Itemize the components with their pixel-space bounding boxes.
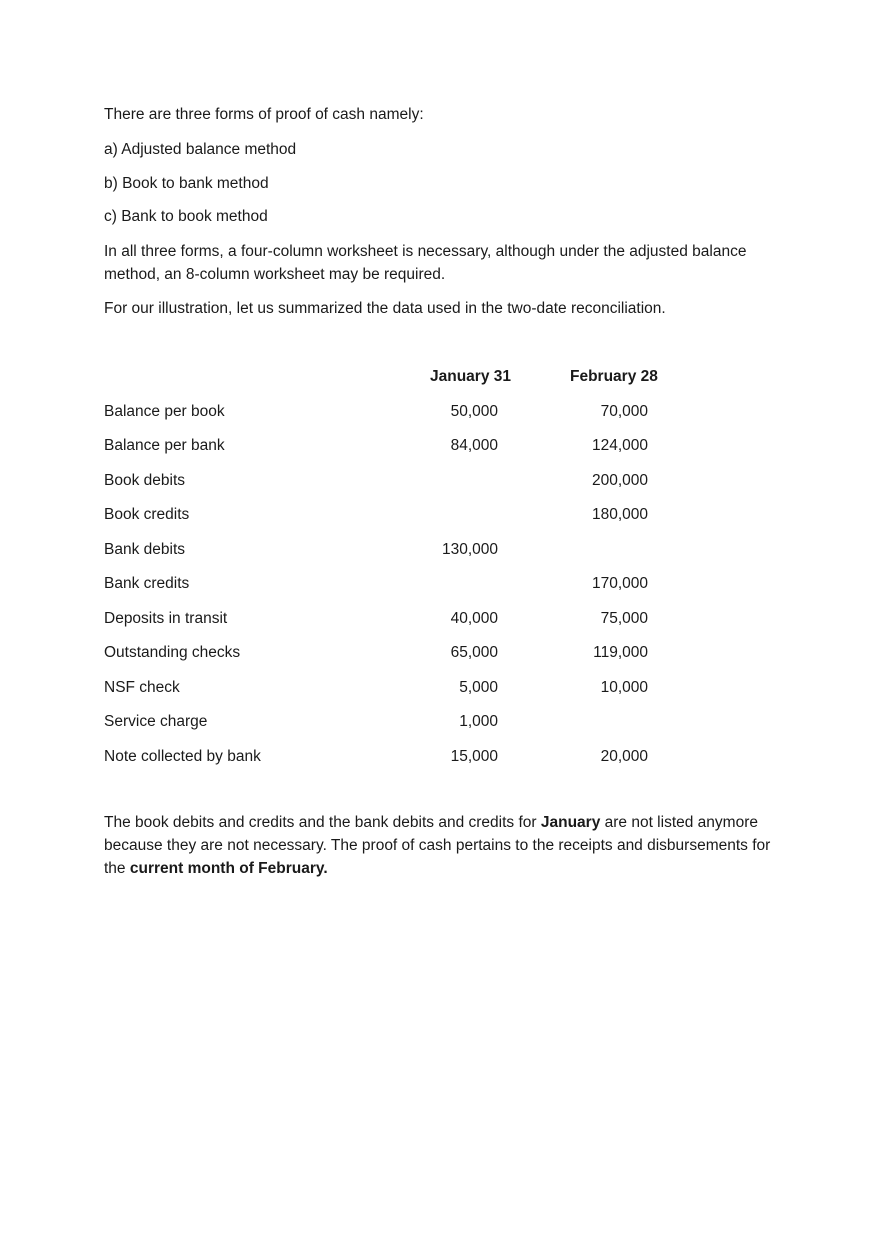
january-value: 5,000 — [459, 678, 498, 696]
method-c: c) Bank to book method — [104, 208, 268, 225]
intro-line: There are three forms of proof of cash namely: — [104, 106, 424, 123]
january-value: 50,000 — [450, 402, 498, 420]
table-header-row — [104, 366, 724, 401]
row-label: Balance per bank — [104, 437, 225, 454]
january-value: 65,000 — [450, 644, 498, 661]
table-row — [104, 642, 724, 677]
table-row — [104, 401, 724, 436]
closing-text-1: The book debits and credits and the bank debits and credits for — [104, 814, 541, 831]
february-value: 119,000 — [593, 644, 648, 661]
row-label: NSF check — [104, 678, 180, 696]
row-label: Note collected by bank — [104, 747, 261, 765]
illustration-note: For our illustration, let us summarized the data used in the two-date reconciliation. — [104, 300, 666, 317]
table-row — [104, 435, 724, 470]
method-b: b) Book to bank method — [104, 175, 269, 192]
table-row — [104, 470, 724, 505]
row-label: Deposits in transit — [104, 609, 228, 627]
reconciliation-table — [104, 366, 724, 780]
closing-text-2: are not listed anymore because they are not necessary. The proof of cash pertains to the receipts and disbursements for the — [104, 814, 771, 877]
row-label: Book credits — [104, 506, 190, 523]
january-value: 1,000 — [459, 713, 498, 730]
column-header-february: February 28 — [570, 368, 658, 385]
closing-bold-january: January — [540, 814, 601, 831]
worksheet-note: In all three forms, a four-column worksheet is necessary, although under the adjusted balance method, an 8-column worksheet may be required. — [104, 243, 747, 283]
table-body — [104, 401, 724, 781]
february-value: 170,000 — [591, 575, 648, 592]
january-value: 84,000 — [450, 437, 498, 454]
january-value: 130,000 — [441, 540, 498, 558]
february-value: 180,000 — [591, 506, 648, 523]
closing-bold-february: current month of February. — [129, 860, 328, 877]
february-value: 70,000 — [600, 402, 648, 420]
table-row — [104, 711, 724, 746]
row-label: Bank credits — [104, 575, 190, 592]
row-label: Service charge — [104, 713, 208, 730]
row-label: Bank debits — [104, 540, 185, 558]
table-row — [104, 608, 724, 643]
table-row — [104, 677, 724, 712]
method-a: a) Adjusted balance method — [104, 141, 297, 158]
row-label: Balance per book — [104, 402, 225, 420]
february-value: 10,000 — [600, 678, 648, 696]
february-value: 124,000 — [591, 437, 648, 454]
row-label: Book debits — [104, 471, 185, 489]
column-header-january: January 31 — [430, 368, 511, 385]
february-value: 200,000 — [591, 471, 648, 489]
january-value: 15,000 — [450, 747, 498, 765]
table-row — [104, 504, 724, 539]
table-row — [104, 573, 724, 608]
february-value: 75,000 — [600, 609, 648, 627]
table-row — [104, 746, 724, 781]
january-value: 40,000 — [450, 609, 498, 627]
row-label: Outstanding checks — [104, 644, 241, 661]
february-value: 20,000 — [600, 747, 648, 765]
closing-paragraph — [104, 811, 784, 880]
table-row — [104, 539, 724, 574]
